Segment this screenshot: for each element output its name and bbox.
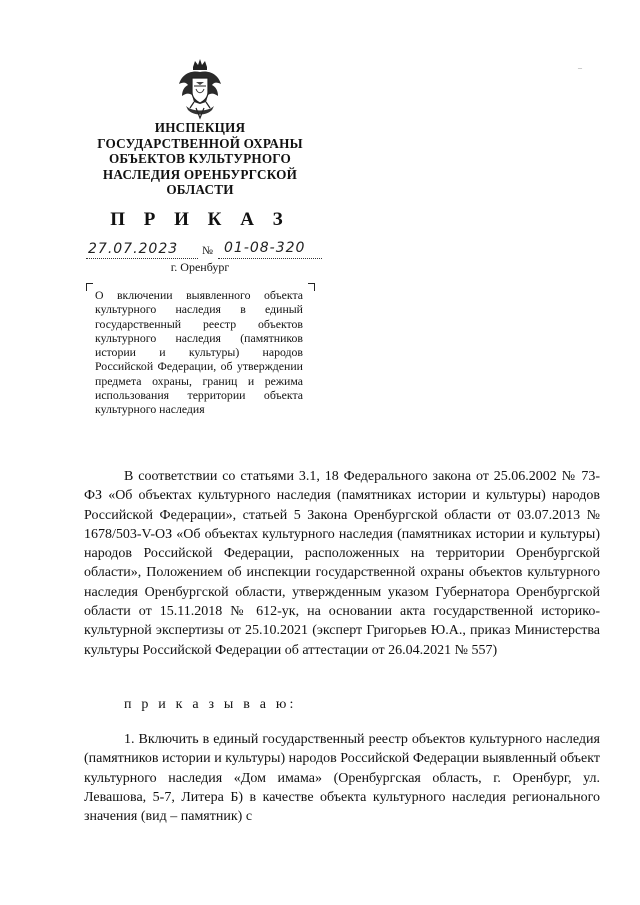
- order-number: 01-08-320: [224, 240, 306, 256]
- order-subject: О включении выявленного объекта культурного наследия в единый государственный реестр объектов культурного наследия (памятников истории и культуры) народов Российской Федерации, об утверждении предмета охраны, границ и режима использования территории объекта культурного наследия: [95, 288, 303, 417]
- date-underline: [86, 258, 198, 259]
- org-line: НАСЛЕДИЯ ОРЕНБУРГСКОЙ: [102, 166, 298, 182]
- coat-of-arms-icon: [176, 58, 224, 120]
- subject-bracket-right: [308, 283, 315, 291]
- org-line: ГОСУДАРСТВЕННОЙ ОХРАНЫ: [97, 135, 303, 151]
- order-keyword: п р и к а з ы в а ю:: [124, 697, 297, 712]
- number-sign: №: [202, 245, 213, 257]
- margin-tick: –: [578, 63, 582, 72]
- issuing-authority: [80, 120, 320, 198]
- org-line: ИНСПЕКЦИЯ: [154, 120, 246, 135]
- order-item-1: 1. Включить в единый государственный реестр объектов культурного наследия (памятников истории и культуры) народов Российской Федерации выявленный объект культурного наследия «Дом имама» (Оренбургская область, г. Оренбург, ул. Левашова, 5-7, Литера Б) в качестве объекта культурного наследия регионального значения (вид – памятник) с: [84, 732, 600, 825]
- subject-bracket-left: [86, 283, 93, 291]
- org-line: ОБЪЕКТОВ КУЛЬТУРНОГО: [108, 151, 292, 166]
- org-line: ОБЛАСТИ: [166, 182, 234, 197]
- number-underline: [218, 258, 322, 259]
- document-type-title: П Р И К А З: [110, 209, 290, 230]
- issue-city: г. Оренбург: [170, 260, 230, 274]
- order-date: 27.07.2023: [88, 241, 179, 257]
- preamble-paragraph: В соответствии со статьями 3.1, 18 Федерального закона от 25.06.2002 № 73-ФЗ «Об объектах культурного наследия (памятниках истории и культуры) народов Российской Федерации», статьей 5 Закона Оренбургской области от 03.07.2013 № 1678/503-V-ОЗ «Об объектах культурного наследия (памятниках истории и культуры) народов Российской Федерации, расположенных на территории Оренбургской области», Положением об инспекции государственной охраны объектов культурного наследия Оренбургской области, утвержденным указом Губернатора Оренбургской области от 15.11.2018 № 612-ук, на основании акта государственной историко-культурной экспертизы от 25.10.2021 (эксперт Григорьев Ю.А., приказ Министерства культуры Российской Федерации об аттестации от 26.04.2021 № 557): [84, 469, 600, 658]
